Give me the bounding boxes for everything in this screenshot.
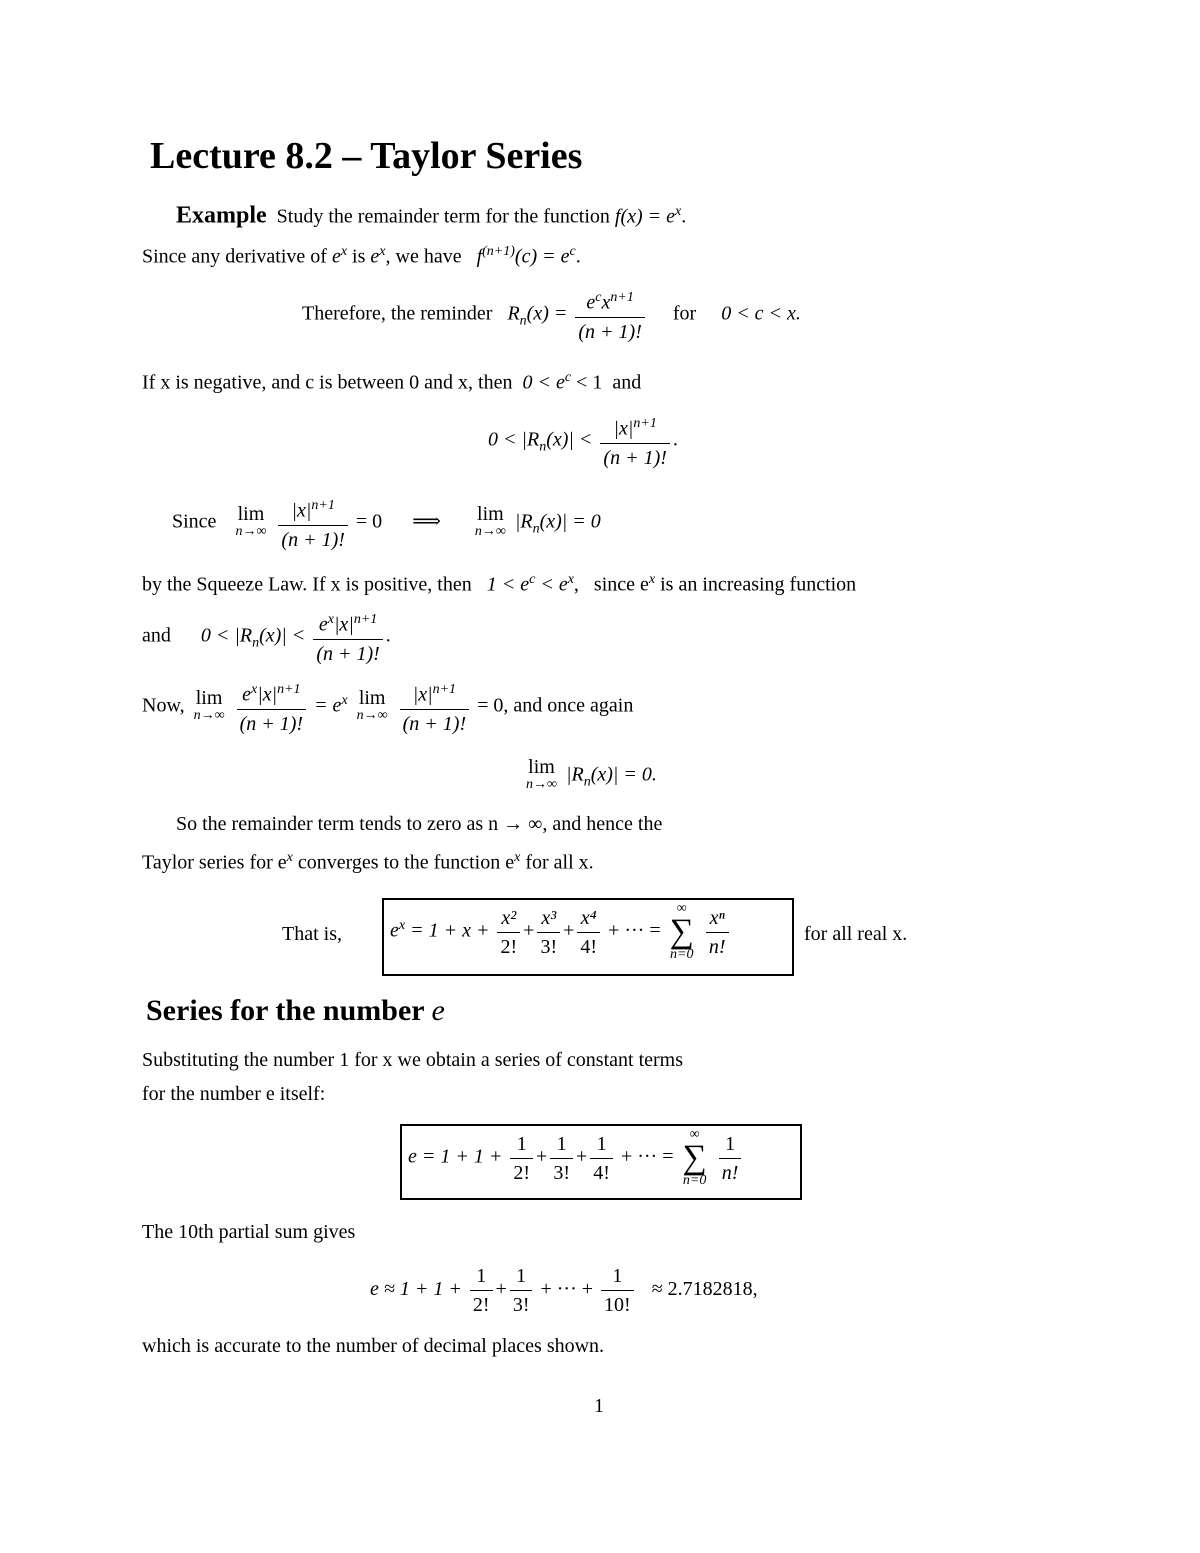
remainder-num-sup2: n+1 <box>610 290 634 305</box>
e-t3n: 1 <box>556 1132 567 1155</box>
derivative-e1: e <box>331 245 341 268</box>
now-lim2-sub: n→∞ <box>356 707 388 723</box>
ineq1-num: |x| <box>613 417 634 440</box>
exp-sum-term <box>706 904 729 961</box>
derivative-e2: e <box>370 245 380 268</box>
now-num-sup: n+1 <box>277 682 301 697</box>
remainder-lhs-sub: n <box>519 313 527 329</box>
exp-lhs: e <box>390 919 399 942</box>
exp-series-formula: $e^x = 1 + x$ + $\frac{\text{x²}}{2!}$ + $\frac{\text{x³}}{3!}$ + $\frac{\text{x⁴}}{4!}$ + ··· = ∞ ∑ n=0 $\frac{\text{xⁿ}}{n!}$ <box>390 902 732 962</box>
partial-tnn: 1 <box>612 1265 623 1287</box>
page-title: Lecture 8.2 – Taylor Series <box>150 135 583 177</box>
partial-term3 <box>510 1262 533 1319</box>
ineq1-end: . <box>672 428 678 451</box>
now-eq: = e <box>314 694 342 717</box>
and-num: |x| <box>333 613 354 636</box>
section-paragraph2: for the number e itself: <box>142 1083 326 1105</box>
exp-term3 <box>537 904 560 961</box>
exp-t3n: x³ <box>541 906 557 929</box>
now-lim2 <box>356 686 388 725</box>
remainder-fraction <box>575 284 644 346</box>
e-t2n: 1 <box>516 1132 527 1155</box>
partial-t2d: 2! <box>470 1290 493 1319</box>
since-word: Since <box>172 510 217 533</box>
ineq1-den: (n + 1)! <box>603 446 667 469</box>
final-rhs-end: (x)| = 0. <box>590 763 657 786</box>
e-sd: n! <box>721 1161 739 1184</box>
now-num-e: e <box>242 683 251 706</box>
exp-term2 <box>497 904 520 961</box>
e-sum-symbol <box>683 1128 707 1188</box>
and-num-sup: n+1 <box>353 612 378 627</box>
and-den: (n + 1)! <box>316 642 380 665</box>
derivative-mid: is <box>347 245 371 268</box>
section-heading <box>146 994 445 1028</box>
remainder-num-sup1: c <box>595 290 602 305</box>
partial-mid: + ··· + <box>540 1278 594 1301</box>
partial-t2n: 1 <box>476 1265 487 1287</box>
e-term2 <box>510 1130 533 1187</box>
since-lim <box>235 502 267 541</box>
derivative-f: f <box>476 245 483 268</box>
now-fraction <box>237 676 306 738</box>
ineq1-fraction <box>600 410 669 472</box>
final-rhs: |R <box>565 763 584 786</box>
since-fraction <box>278 492 347 554</box>
and-lhs: 0 < |R <box>200 624 253 647</box>
negative-case-line <box>142 366 641 395</box>
e-sum-top: ∞ <box>689 1127 700 1142</box>
since-lim-text: lim <box>237 502 265 525</box>
and-fraction <box>313 606 382 668</box>
partial-t3d: 3! <box>510 1290 533 1319</box>
conclusion-sup: x <box>286 850 293 865</box>
now-lim <box>193 686 225 725</box>
derivative-s2: x <box>379 244 386 259</box>
e-sn: 1 <box>725 1132 736 1155</box>
section-title: Series for the number <box>146 994 425 1027</box>
exp-sn: xⁿ <box>709 906 725 929</box>
partial-term2 <box>470 1262 493 1319</box>
since-rhs: |R <box>514 510 533 533</box>
conclusion-end: for all x. <box>520 851 594 874</box>
exp-sum-top: ∞ <box>676 901 687 916</box>
squeeze-text1: by the Squeeze Law. If x is positive, then <box>142 573 472 596</box>
exp-trailing-text: for all real x. <box>804 923 908 945</box>
conclusion-line2 <box>142 846 594 875</box>
example-fx-sup: x <box>675 204 682 219</box>
remainder-lhs: R <box>507 302 520 325</box>
final-limit <box>522 758 657 795</box>
exp-t3d: 3! <box>537 932 560 961</box>
inequality-one <box>488 410 678 472</box>
partial-sum-text: The 10th partial sum gives <box>142 1221 356 1243</box>
squeeze-text2-sup: x <box>648 572 656 587</box>
e-t4d: 4! <box>590 1158 613 1187</box>
now-num: |x| <box>257 683 278 706</box>
derivative-csup: c <box>569 244 576 259</box>
exp-t2n: x² <box>501 906 517 929</box>
e-t4n: 1 <box>596 1132 607 1155</box>
exp-t4d: 4! <box>577 932 600 961</box>
final-lim-text: lim <box>528 756 555 778</box>
negative-cond-end: < 1 <box>571 371 603 394</box>
example-fx: f(x) = e <box>614 205 676 228</box>
since-num: |x| <box>291 499 312 522</box>
remainder-num-x: x <box>601 291 611 314</box>
derivative-fsup: (n+1) <box>482 244 515 259</box>
exp-eq: = 1 + x + <box>405 919 490 942</box>
derivative-post: , we have <box>385 245 462 268</box>
ineq1-sub: n <box>539 439 547 455</box>
remainder-cond: 0 < c < x. <box>721 302 801 325</box>
example-text: Study the remainder term for the function <box>276 205 610 228</box>
conclusion-pre: Taylor series for e <box>142 851 287 874</box>
remainder-for: for <box>672 302 697 325</box>
exp-t2d: 2! <box>497 932 520 961</box>
partial-approx: ≈ 2.7182818, <box>651 1278 758 1301</box>
since-lim2-sub: n→∞ <box>474 523 506 539</box>
example-period: . <box>681 205 687 228</box>
and-inequality-line <box>142 606 391 668</box>
final-lim <box>526 758 557 794</box>
remainder-num-e: e <box>586 291 596 314</box>
since-limit-line <box>172 492 601 554</box>
now-lim-text: lim <box>195 686 223 709</box>
squeeze-text3: is an increasing function <box>655 573 857 596</box>
exp-sd: n! <box>708 935 726 958</box>
now-num2: |x| <box>412 683 433 706</box>
derivative-farg: (c) = e <box>514 245 570 268</box>
squeeze-ineq-sup1: c <box>529 572 536 587</box>
and-num-esup: x <box>327 612 334 627</box>
page-number: 1 <box>594 1395 604 1417</box>
e-term4 <box>590 1130 613 1187</box>
since-lim2 <box>474 502 506 541</box>
derivative-end: . <box>575 245 581 268</box>
and-sub: n <box>252 635 260 651</box>
partial-lhs: e ≈ 1 + 1 + <box>370 1278 462 1301</box>
since-lim2-text: lim <box>477 502 504 525</box>
final-rhs-sub: n <box>583 774 591 790</box>
derivative-s1: x <box>340 244 348 259</box>
now-end: = 0, and once again <box>477 694 634 717</box>
e-sum-sig: ∑ <box>682 1139 707 1176</box>
negative-cond: 0 < e <box>522 371 565 394</box>
derivative-pre: Since any derivative of <box>142 245 332 268</box>
e-series-formula: e = 1 + 1 + $\frac{1}{2!}$ + $\frac{1}{3!}$ + $\frac{1}{4!}$ + ··· = ∞ ∑ n=0 $\frac{1}{n!}$ <box>408 1128 744 1188</box>
now-eq-sup: x <box>341 692 348 708</box>
since-lim-sub: n→∞ <box>235 523 267 539</box>
now-num-esup: x <box>250 682 258 697</box>
negative-cond-sup: c <box>564 370 572 385</box>
negative-text: If x is negative, and c is between 0 and x, then <box>142 371 513 394</box>
conclusion-mid: converges to the function e <box>292 851 515 874</box>
squeeze-ineq-mid: < e <box>535 573 568 596</box>
exp-term4 <box>577 904 600 961</box>
remainder-lead: Therefore, the reminder <box>302 302 493 325</box>
exp-sum-sig: ∑ <box>669 913 694 950</box>
conclusion-line1: So the remainder term tends to zero as n → ∞, and hence the <box>176 813 663 835</box>
squeeze-comma: , <box>573 573 579 596</box>
e-sum-term <box>719 1130 742 1187</box>
now-den: (n + 1)! <box>239 712 304 735</box>
implies-symbol: ⟹ <box>412 510 441 533</box>
since-den: (n + 1)! <box>281 528 345 551</box>
now-num2-sup: n+1 <box>432 682 457 697</box>
e-term3 <box>550 1130 573 1187</box>
remainder-formula <box>302 284 801 346</box>
now-word: Now, <box>142 694 185 717</box>
partial-tnd: 10! <box>601 1290 634 1319</box>
thatis-label: That is, <box>282 923 342 945</box>
section-title-e: e <box>431 994 445 1027</box>
squeeze-ineq-sup2: x <box>567 572 574 587</box>
squeeze-text2: since e <box>593 573 649 596</box>
exp-t4n: x⁴ <box>580 906 597 929</box>
section-paragraph1: Substituting the number 1 for x we obtain a series of constant terms <box>142 1049 684 1071</box>
partial-sum-formula: e ≈ 1 + 1 + $\frac{1}{2!}$ + $\frac{1}{3!}$ + ··· + $\frac{1}{10!}$ ≈ 2.7182818, <box>370 1262 758 1319</box>
ineq1-lhs: 0 < |R <box>488 428 540 451</box>
remainder-lhs-arg: (x) = <box>526 302 568 325</box>
exp-sum-symbol <box>670 902 694 962</box>
now-lim2-text: lim <box>358 686 386 709</box>
exp-dots: + ··· = <box>608 919 661 942</box>
e-dots: + ··· = <box>620 1145 674 1168</box>
e-lhs: e = 1 + 1 + <box>408 1145 503 1168</box>
and-mid: (x)| < <box>259 624 306 647</box>
now-lim-sub: n→∞ <box>193 707 225 723</box>
now-den2: (n + 1)! <box>402 712 467 735</box>
partial-t3n: 1 <box>516 1265 527 1287</box>
negative-and: and <box>612 371 642 394</box>
and-word: and <box>142 624 171 647</box>
derivative-line <box>142 240 581 269</box>
exp-sum-bot: n=0 <box>670 947 694 962</box>
partial-termn <box>601 1262 634 1319</box>
since-num-sup: n+1 <box>311 498 335 513</box>
conclusion-sup2: x <box>514 850 521 865</box>
ineq1-mid: (x)| < <box>546 428 593 451</box>
ineq1-num-sup: n+1 <box>633 416 657 431</box>
partial-after-text: which is accurate to the number of decimal places shown. <box>142 1335 605 1357</box>
example-line <box>176 200 686 229</box>
squeeze-ineq: 1 < e <box>486 573 530 596</box>
final-lim-sub: n→∞ <box>526 777 557 792</box>
e-t3d: 3! <box>550 1158 573 1187</box>
since-rhs-end: (x)| = 0 <box>539 510 601 533</box>
now-fraction2 <box>400 676 469 738</box>
example-label: Example <box>176 202 267 229</box>
and-end: . <box>385 624 391 647</box>
since-rhs-sub: n <box>532 521 540 537</box>
now-limit-line <box>142 676 633 738</box>
and-num-e: e <box>318 613 328 636</box>
remainder-den: (n + 1)! <box>578 320 642 343</box>
e-t2d: 2! <box>510 1158 533 1187</box>
since-eq0: = 0 <box>355 510 383 533</box>
exp-lhs-sup: x <box>398 917 406 933</box>
squeeze-line <box>142 568 856 597</box>
e-sum-bot: n=0 <box>682 1173 707 1188</box>
